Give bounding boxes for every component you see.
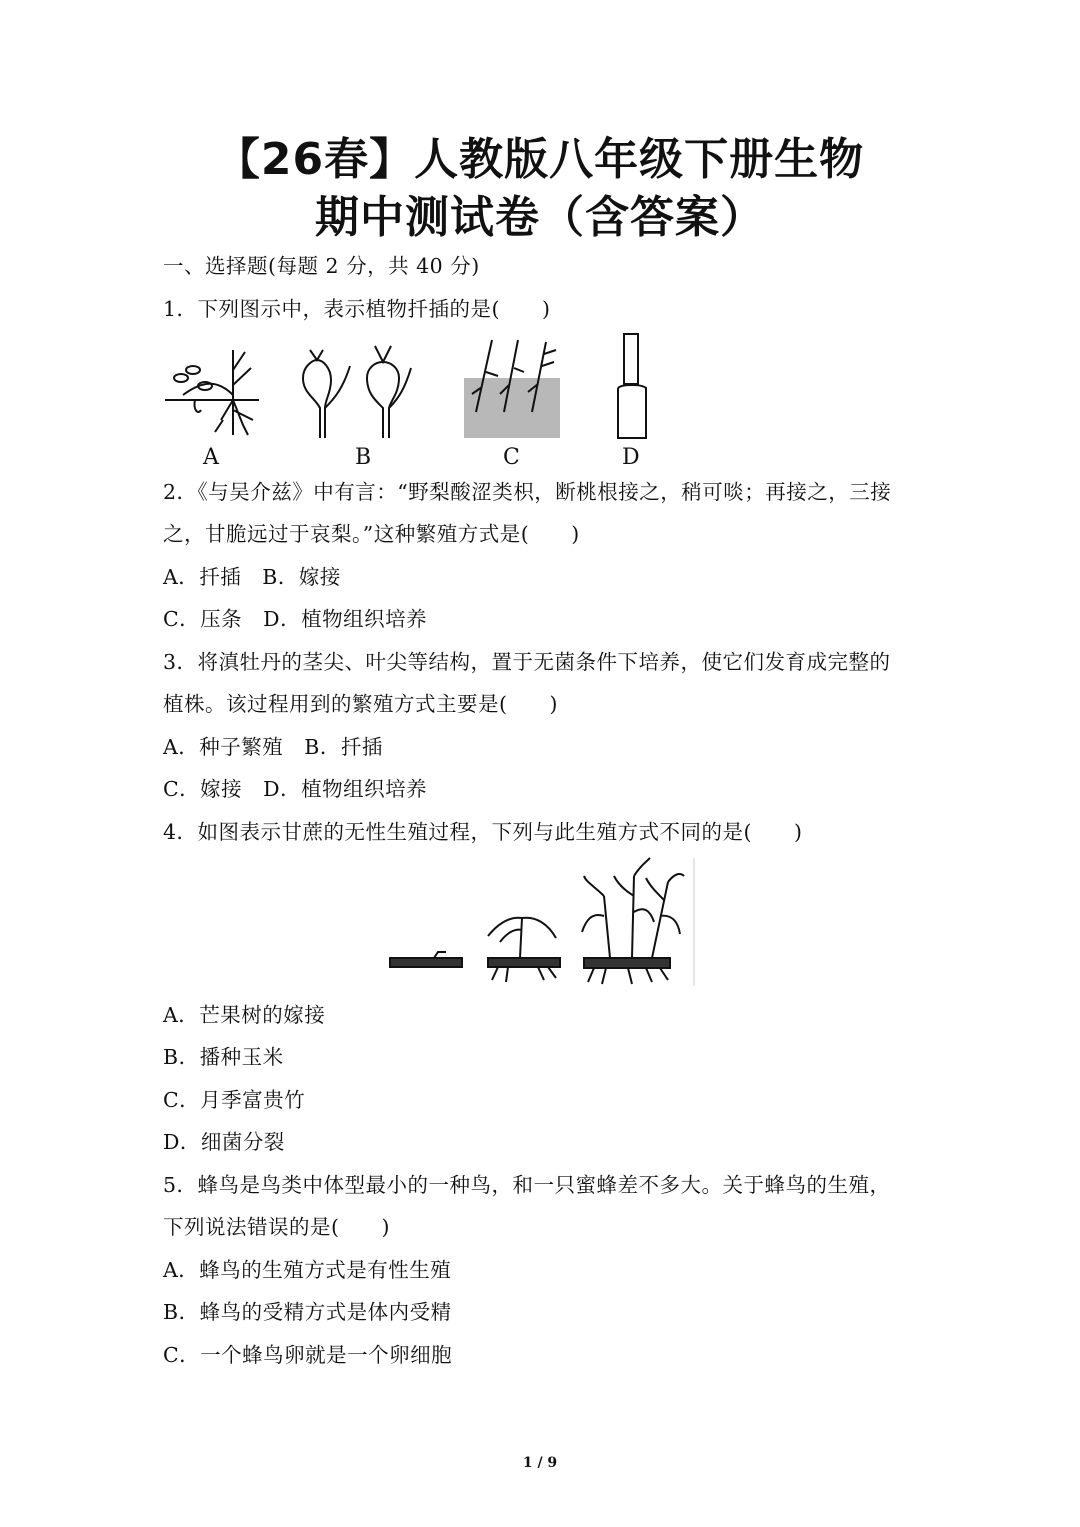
question-4-option-c: C．月季富贵竹 xyxy=(163,1088,306,1112)
question-3-line-2: 植株。该过程用到的繁殖方式主要是( ) xyxy=(163,692,558,716)
question-5-option-a: A．蜂鸟的生殖方式是有性生殖 xyxy=(163,1258,452,1282)
q1-label-c: C xyxy=(503,445,520,470)
q1-figure-a xyxy=(163,340,263,440)
question-5-option-c: C．一个蜂鸟卵就是一个卵细胞 xyxy=(163,1343,453,1367)
question-3-options-1: A．种子繁殖 B．扦插 xyxy=(163,735,383,759)
q4-sugarcane-figure xyxy=(388,856,698,988)
page-number: 1 / 9 xyxy=(522,1455,558,1471)
q1-figure-b xyxy=(295,338,415,443)
question-4: 4．如图表示甘蔗的无性生殖过程，下列与此生殖方式不同的是( ) xyxy=(163,820,803,844)
title-line-1: 【26春】人教版八年级下册生物 xyxy=(215,134,865,185)
question-1: 1．下列图示中，表示植物扦插的是( ) xyxy=(163,297,551,321)
question-3-options-2: C．嫁接 D．植物组织培养 xyxy=(163,777,428,801)
question-4-option-d: D．细菌分裂 xyxy=(163,1130,285,1154)
question-5-line-1: 5．蜂鸟是鸟类中体型最小的一种鸟，和一只蜜蜂差不多大。关于蜂鸟的生殖， xyxy=(163,1173,891,1197)
question-2-line-1: 2．《与吴介兹》中有言：“野梨酸涩类枳，断桃根接之，稍可啖；再接之，三接 xyxy=(163,480,892,504)
section-heading: 一、选择题(每题 2 分，共 40 分) xyxy=(163,254,480,278)
q1-figure-d xyxy=(612,332,652,440)
question-2-line-2: 之，甘脆远过于哀梨。”这种繁殖方式是( ) xyxy=(163,522,580,546)
question-5-option-b: B．蜂鸟的受精方式是体内受精 xyxy=(163,1300,452,1324)
q1-label-b: B xyxy=(355,445,372,470)
question-3-line-1: 3．将滇牡丹的茎尖、叶尖等结构，置于无菌条件下培养，使它们发育成完整的 xyxy=(163,650,891,674)
q1-figure-c xyxy=(462,332,562,440)
question-4-option-a: A．芒果树的嫁接 xyxy=(163,1003,326,1027)
title-line-2: 期中测试卷（含答案） xyxy=(315,192,765,243)
question-5-line-2: 下列说法错误的是( ) xyxy=(163,1215,390,1239)
q1-label-d: D xyxy=(622,445,640,470)
question-4-option-b: B．播种玉米 xyxy=(163,1045,284,1069)
q1-label-a: A xyxy=(203,445,219,470)
question-2-options-1: A．扦插 B．嫁接 xyxy=(163,565,341,589)
question-2-options-2: C．压条 D．植物组织培养 xyxy=(163,607,428,631)
